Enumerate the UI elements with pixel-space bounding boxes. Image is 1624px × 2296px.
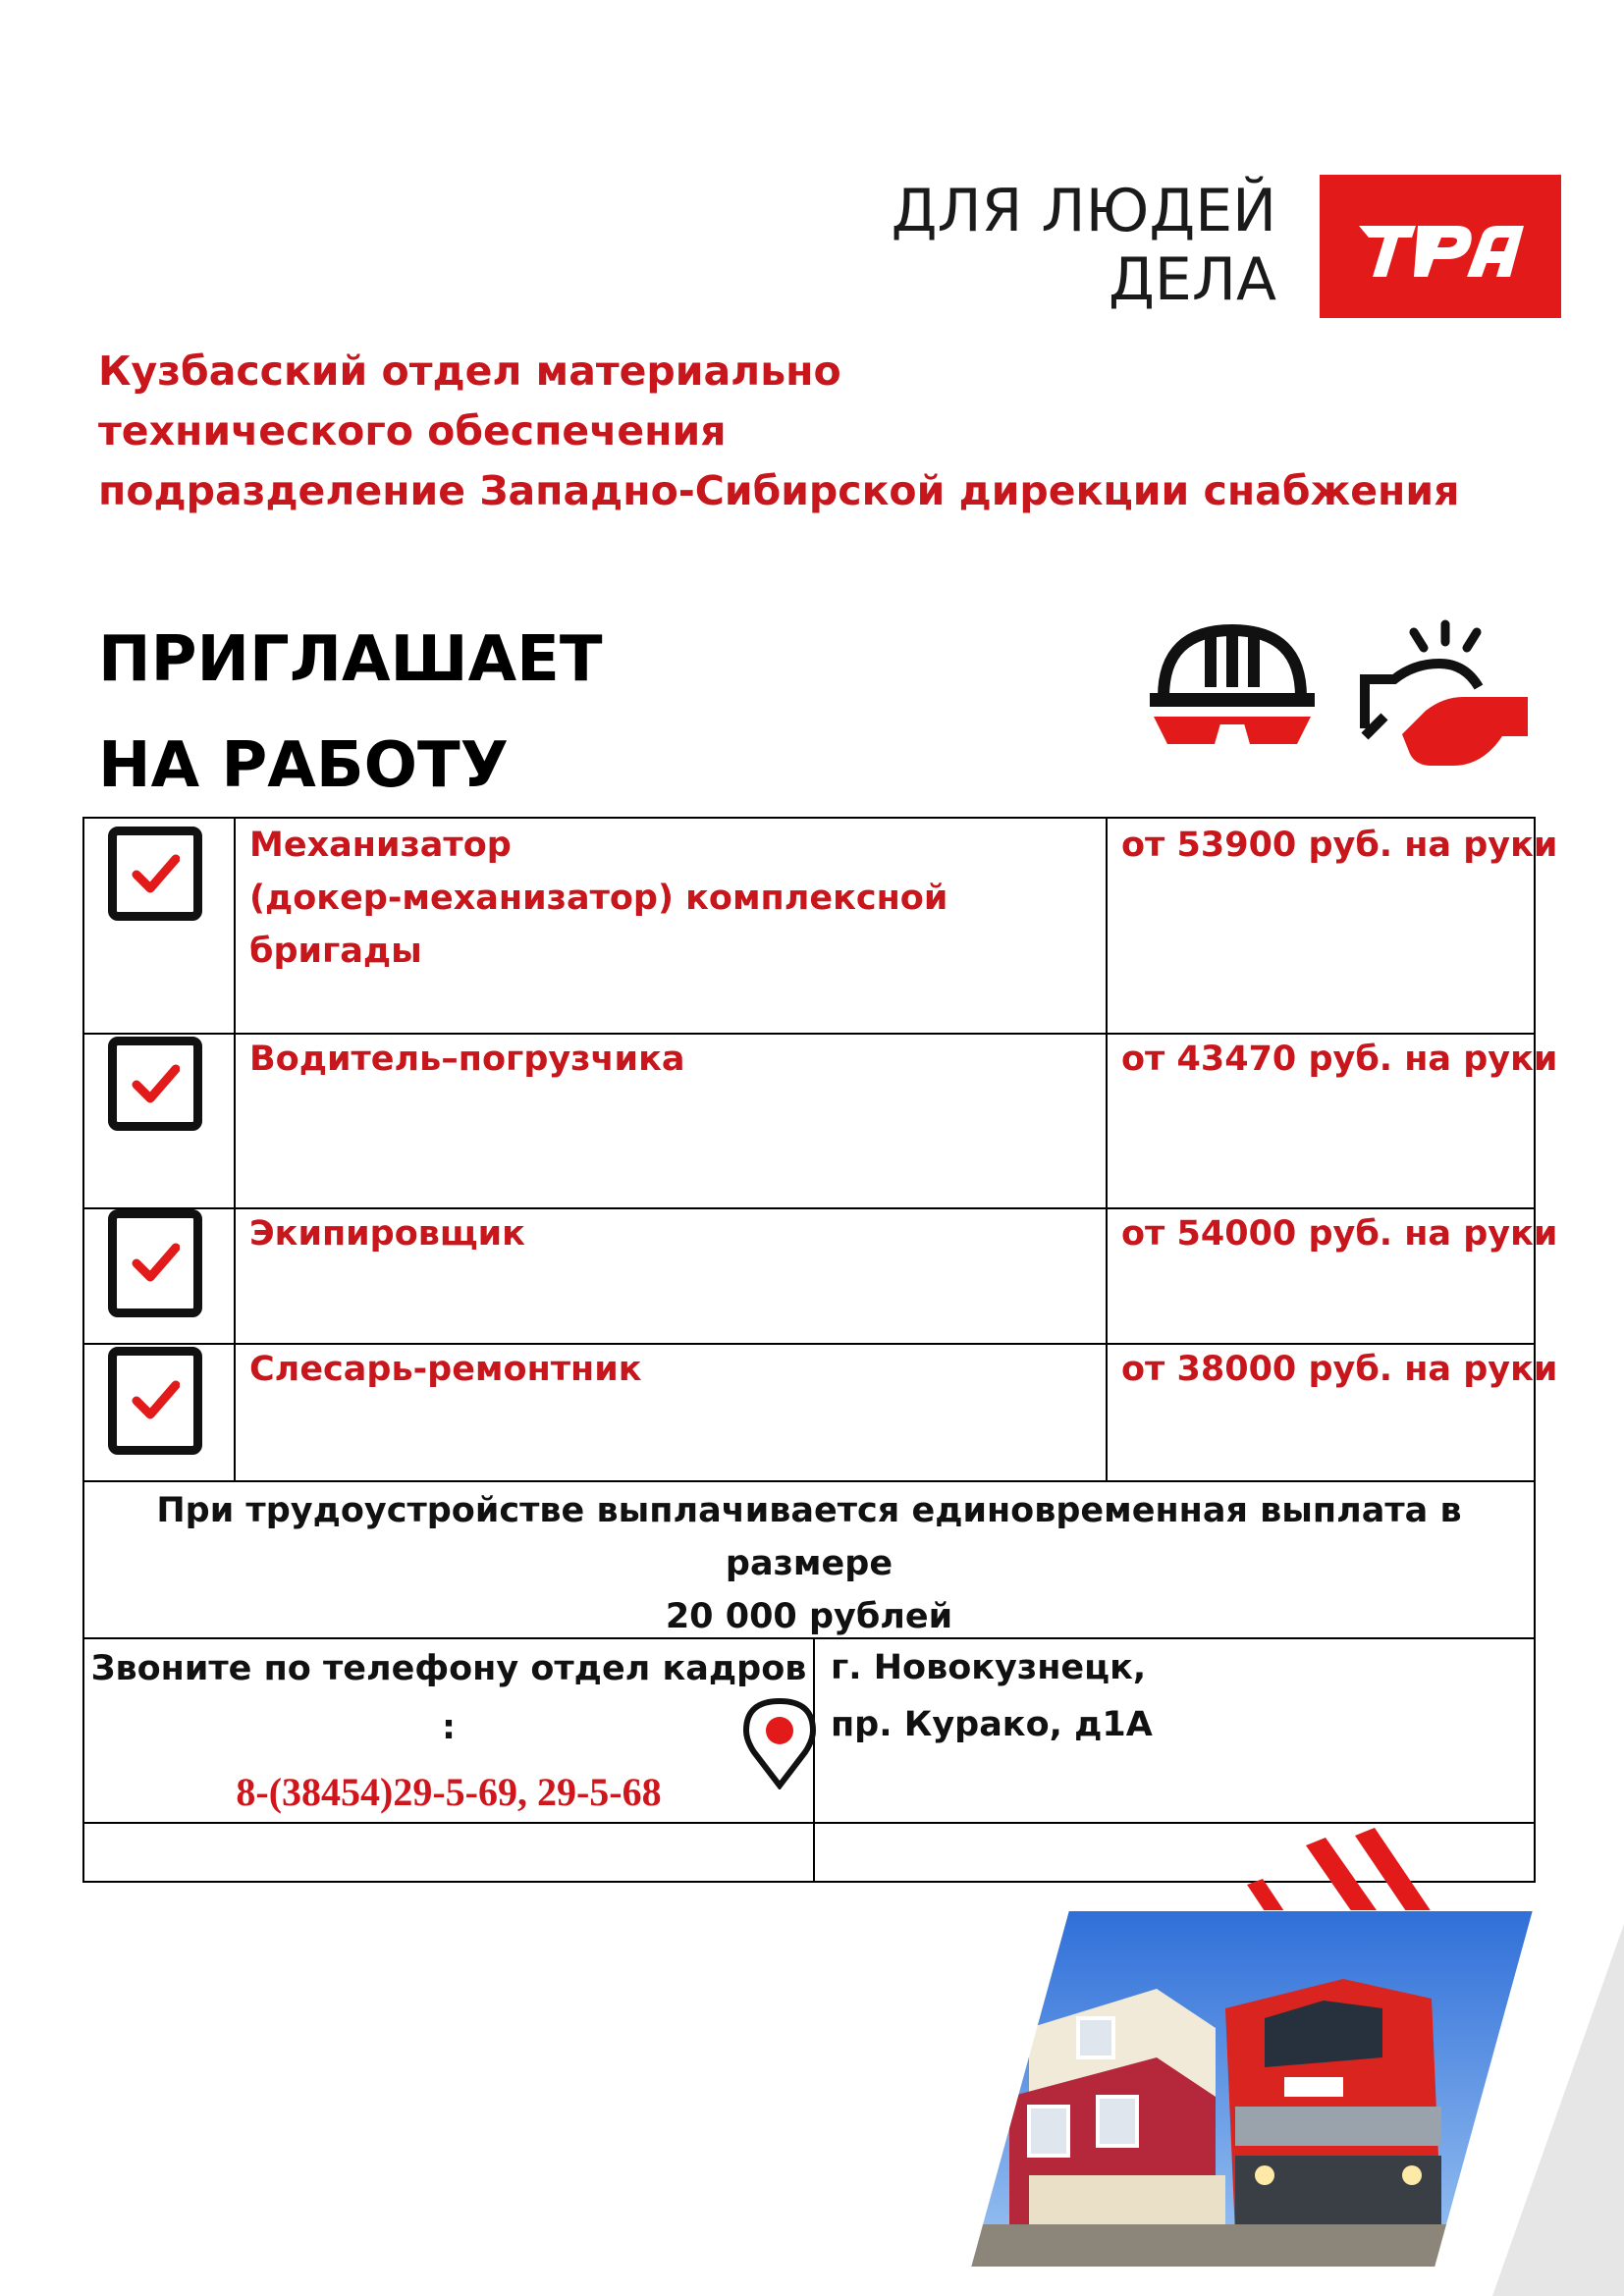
checkbox-icon	[108, 827, 202, 921]
slogan	[687, 177, 1276, 314]
vacancy-title	[249, 819, 1094, 978]
vacancy-table	[82, 817, 1558, 1883]
vacancy-title: Экипировщик	[249, 1214, 525, 1254]
table-row	[84, 1033, 1558, 1207]
address-line-1: г. Новокузнецк,	[831, 1648, 1147, 1687]
org-line-3: подразделение Западно-Сибирской дирекции снабжения	[98, 467, 1460, 514]
vacancy-pay: от 38000 руб. на руки	[1121, 1350, 1558, 1389]
slogan-line-1: ДЛЯ ЛЮДЕЙ	[891, 177, 1276, 245]
table-divider	[84, 1480, 1534, 1482]
vacancy-pay: от 54000 руб. на руки	[1121, 1214, 1558, 1254]
vacancy-pay: от 43470 руб. на руки	[1121, 1040, 1558, 1079]
checkbox-icon	[108, 1209, 202, 1317]
headline-line-2: НА РАБОТУ	[98, 729, 509, 802]
vacancy-title-line: бригады	[249, 932, 422, 971]
vacancy-title-line: Механизатор	[249, 826, 512, 865]
helmet-icon	[1144, 618, 1321, 756]
phone-number[interactable]: 8-(38454)29-5-69, 29-5-68	[236, 1770, 662, 1814]
headline	[98, 607, 602, 819]
bonus-line-1: При трудоустройстве выплачивается единовременная выплата в размере	[156, 1491, 1462, 1583]
checkbox-icon	[108, 1037, 202, 1131]
vacancy-pay: от 53900 руб. на руки	[1121, 826, 1558, 865]
table-row	[84, 819, 1558, 1033]
table-row	[84, 1207, 1558, 1343]
locomotive-photo	[970, 1910, 1534, 2268]
handshake-icon	[1355, 618, 1537, 775]
table-row	[84, 1343, 1558, 1480]
contact-call-line-1: Звоните по телефону отдел кадров	[90, 1649, 807, 1688]
rzd-logo	[1320, 175, 1561, 318]
vacancy-title: Слесарь-ремонтник	[249, 1350, 642, 1389]
location-pin-icon	[742, 1695, 817, 1789]
organization-name	[98, 342, 1473, 521]
org-line-2: технического обеспечения	[98, 407, 727, 454]
checkbox-icon	[108, 1347, 202, 1455]
vacancy-title: Водитель–погрузчика	[249, 1040, 685, 1079]
headline-line-1: ПРИГЛАШАЕТ	[98, 623, 603, 696]
org-line-1: Кузбасский отдел материально	[98, 347, 841, 395]
address-line-2: пр. Курако, д1А	[831, 1705, 1153, 1744]
bonus-note	[84, 1484, 1534, 1643]
vacancy-title-line: (докер-механизатор) комплексной	[249, 879, 948, 918]
bonus-line-2: 20 000 рублей	[665, 1597, 953, 1636]
rzd-logo-mark	[1320, 175, 1561, 318]
contact-call-line-2: :	[442, 1708, 456, 1747]
address	[831, 1639, 1153, 1753]
contact-call	[84, 1639, 813, 1757]
slogan-line-2: ДЕЛА	[1109, 245, 1276, 314]
